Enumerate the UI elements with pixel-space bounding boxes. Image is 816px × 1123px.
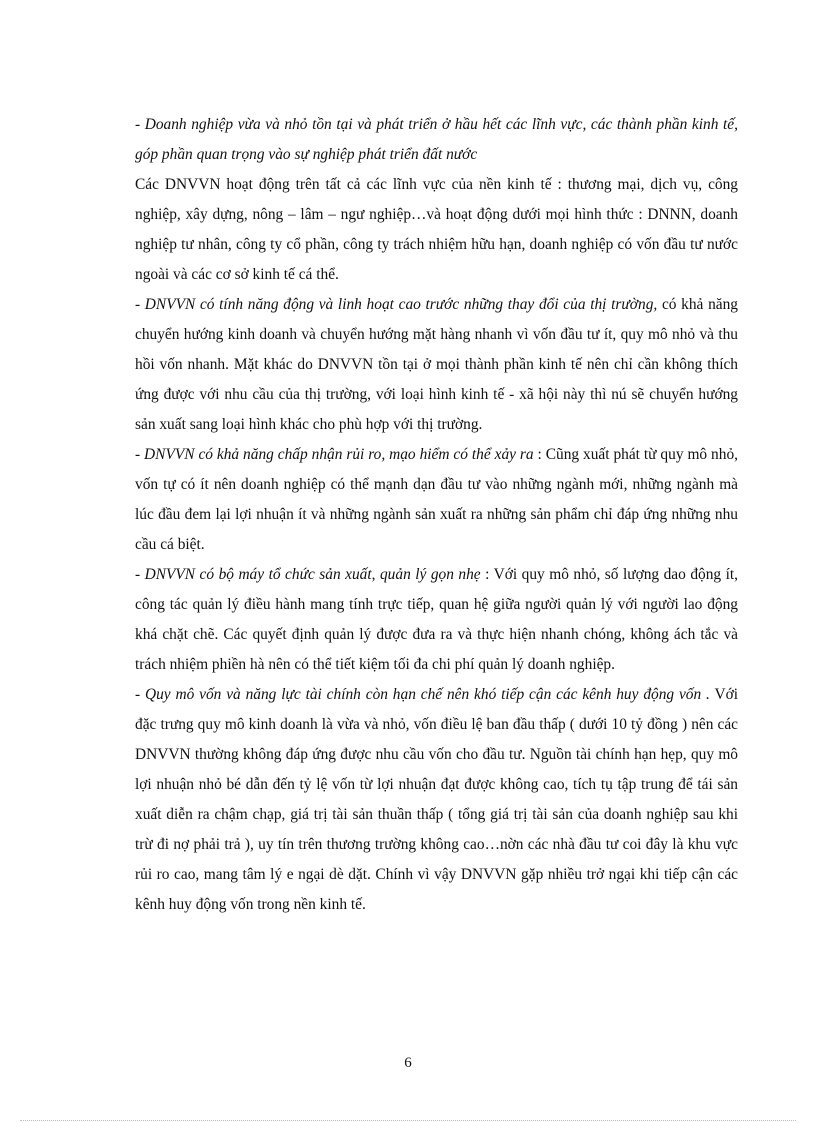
- paragraph-5: [135, 560, 738, 680]
- paragraph-5-lead: - DNVVN có bộ máy tổ chức sản xuất, quản lý gọn nhẹ: [135, 566, 481, 583]
- paragraph-3-lead: - DNVVN có tính năng động và linh hoạt cao trước những thay đổi của thị trường,: [135, 296, 658, 313]
- paragraph-5-text: : Với quy mô nhỏ, số lượng dao động ít, công tác quản lý điều hành mang tính trực tiếp, quan hệ giữa người quản lý với người lao động khá chặt chẽ. Các quyết định quản lý được đưa ra và thực hiện nhanh chóng, không ách tắc và trách nhiệm phiền hà nên có thể tiết kiệm tối đa chi phí quản lý doanh nghiệp.: [135, 566, 738, 673]
- paragraph-4-text: : Cũng xuất phát từ quy mô nhỏ, vốn tự có ít nên doanh nghiệp có thể mạnh dạn đầu tư vào những ngành mới, những ngành mà lúc đầu đem lại lợi nhuận ít và những ngành sản xuất ra những sản phẩm chỉ đáp ứng những nhu cầu cá biệt.: [135, 446, 738, 553]
- footer-divider: [20, 1120, 796, 1121]
- paragraph-2-text: Các DNVVN hoạt động trên tất cả các lĩnh vực của nền kinh tế : thương mại, dịch vụ, công nghiệp, xây dựng, nông – lâm – ngư nghiệp…và hoạt động dưới mọi hình thức : DNNN, doanh nghiệp tư nhân, công ty cổ phần, công ty trách nhiệm hữu hạn, doanh nghiệp có vốn đầu tư nước ngoài và các cơ sở kinh tế cá thể.: [135, 176, 738, 283]
- document-body: [135, 110, 738, 920]
- paragraph-3-text: có khả năng chuyển hướng kinh doanh và chuyển hướng mặt hàng nhanh vì vốn đầu tư ít, quy mô nhỏ và thu hồi vốn nhanh. Mặt khác do DNVVN tồn tại ở mọi thành phần kinh tế nên chỉ cần không thích ứng được với nhu cầu của thị trường, với loại hình kinh tế - xã hội này thì nú sẽ chuyển hướng sản xuất sang loại hình khác cho phù hợp với thị trường.: [135, 296, 738, 433]
- paragraph-2: [135, 170, 738, 290]
- paragraph-6: [135, 680, 738, 920]
- paragraph-6-lead: - Quy mô vốn và năng lực tài chính còn hạn chế nên khó tiếp cận các kênh huy động vốn .: [135, 686, 710, 703]
- paragraph-3: [135, 290, 738, 440]
- paragraph-1: [135, 110, 738, 170]
- page-number: 6: [404, 1055, 412, 1071]
- paragraph-6-text: Với đặc trưng quy mô kinh doanh là vừa và nhỏ, vốn điều lệ ban đầu thấp ( dưới 10 tỷ đồng ) nên các DNVVN thường không đáp ứng được nhu cầu vốn cho đầu tư. Nguồn tài chính hạn hẹp, quy mô lợi nhuận nhỏ bé dẫn đến tỷ lệ vốn từ lợi nhuận đạt được không cao, tích tụ tập trung để tái sản xuất diễn ra chậm chạp, giá trị tài sản thuần thấp ( tổng giá trị tài sản của doanh nghiệp sau khi trừ đi nợ phải trả ), uy tín trên thương trường không cao…nờn các nhà đầu tư coi đây là khu vực rủi ro cao, mang tâm lý e ngại dè dặt. Chính vì vậy DNVVN gặp nhiều trở ngại khi tiếp cận các kênh huy động vốn trong nền kinh tế.: [135, 686, 738, 913]
- paragraph-4: [135, 440, 738, 560]
- paragraph-4-lead: - DNVVN có khả năng chấp nhận rủi ro, mạo hiểm có thể xảy ra: [135, 446, 534, 463]
- paragraph-1-lead: - Doanh nghiệp vừa và nhỏ tồn tại và phát triển ở hầu hết các lĩnh vực, các thành phần kinh tế, góp phần quan trọng vào sự nghiệp phát triển đất nước: [135, 116, 738, 163]
